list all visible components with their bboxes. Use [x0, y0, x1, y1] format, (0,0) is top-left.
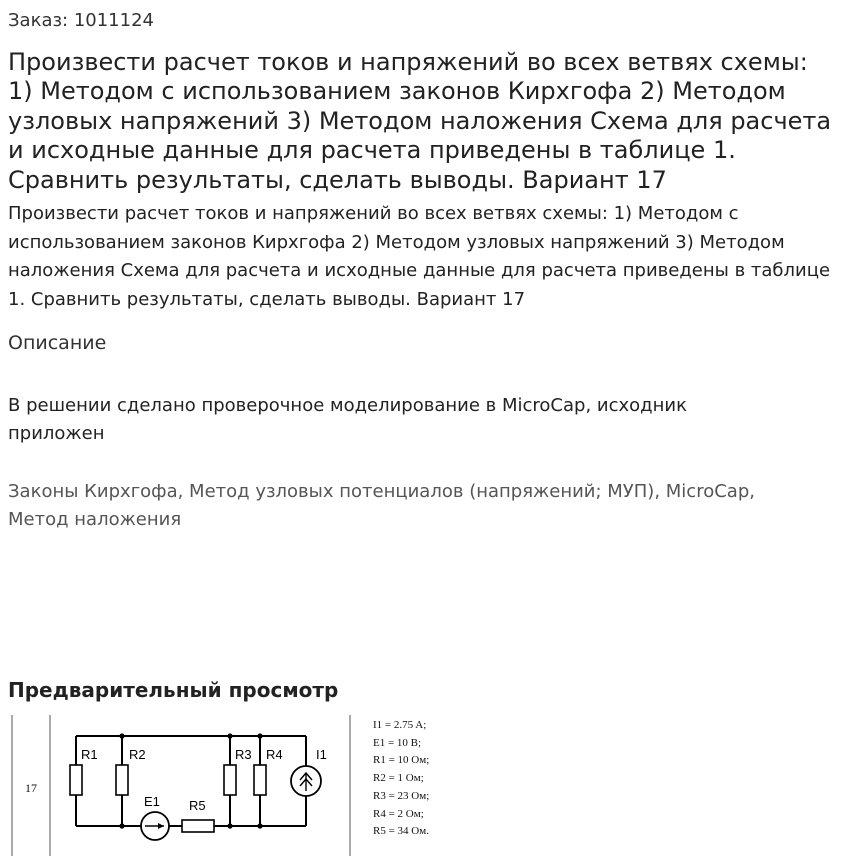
- r5-label: R5: [189, 798, 206, 813]
- param-r1: R1 = 10 Ом;: [373, 754, 430, 767]
- i1-label: I1: [316, 747, 327, 762]
- parameter-list: [373, 717, 429, 841]
- r3-resistor: [224, 765, 236, 795]
- param-r2: R2 = 1 Ом;: [373, 772, 424, 785]
- param-r4: R4 = 2 Ом;: [373, 807, 424, 820]
- junction-dot: [119, 823, 124, 828]
- order-number: Заказ: 1011124: [8, 10, 154, 31]
- task-lead-text: Произвести расчет токов и напряжений во всех ветвях схемы: 1) Методом с использованием законов Кирхгофа 2) Методом узловых напряжений 3) Методом наложения Схема для расчета и исходные данные для расчета приведены в таблице 1. Сравнить результаты, сделать выводы. Вариант 17: [8, 203, 831, 310]
- junction-dot: [227, 823, 232, 828]
- param-e1: E1 = 10 В;: [373, 736, 422, 749]
- junction-dot: [119, 733, 124, 738]
- r2-label: R2: [129, 747, 146, 762]
- r5-resistor: [182, 820, 214, 832]
- r4-resistor: [254, 765, 266, 795]
- param-i1: I1 = 2.75 A;: [373, 719, 427, 731]
- junction-dot: [257, 823, 262, 828]
- param-r5: R5 = 34 Ом.: [373, 825, 429, 838]
- variant-number: 17: [25, 781, 37, 795]
- preview-heading: Предварительный просмотр: [8, 678, 339, 702]
- e1-label: E1: [144, 794, 160, 809]
- r3-label: R3: [235, 747, 252, 762]
- r1-resistor: [70, 765, 82, 795]
- description-text: В решении сделано проверочное моделирование в MicroCap, исходник приложен: [8, 395, 687, 444]
- r2-resistor: [116, 765, 128, 795]
- page-title: Произвести расчет токов и напряжений во всех ветвях схемы: 1) Методом с использованием законов Кирхгофа 2) Методом узловых напряжений 3) Методом наложения Схема для расчета и исходные данные для расчета приведены в таблице 1. Сравнить результаты, сделать выводы. Вариант 17: [8, 48, 832, 194]
- param-r3: R3 = 23 Ом;: [373, 789, 430, 802]
- r4-label: R4: [266, 747, 283, 762]
- description-heading: Описание: [8, 332, 107, 354]
- junction-dot: [257, 733, 262, 738]
- junction-dot: [227, 733, 232, 738]
- tags-text: Законы Кирхгофа, Метод узловых потенциалов (напряжений; МУП), MicroCap, Метод наложения: [8, 481, 755, 530]
- r1-label: R1: [81, 747, 98, 762]
